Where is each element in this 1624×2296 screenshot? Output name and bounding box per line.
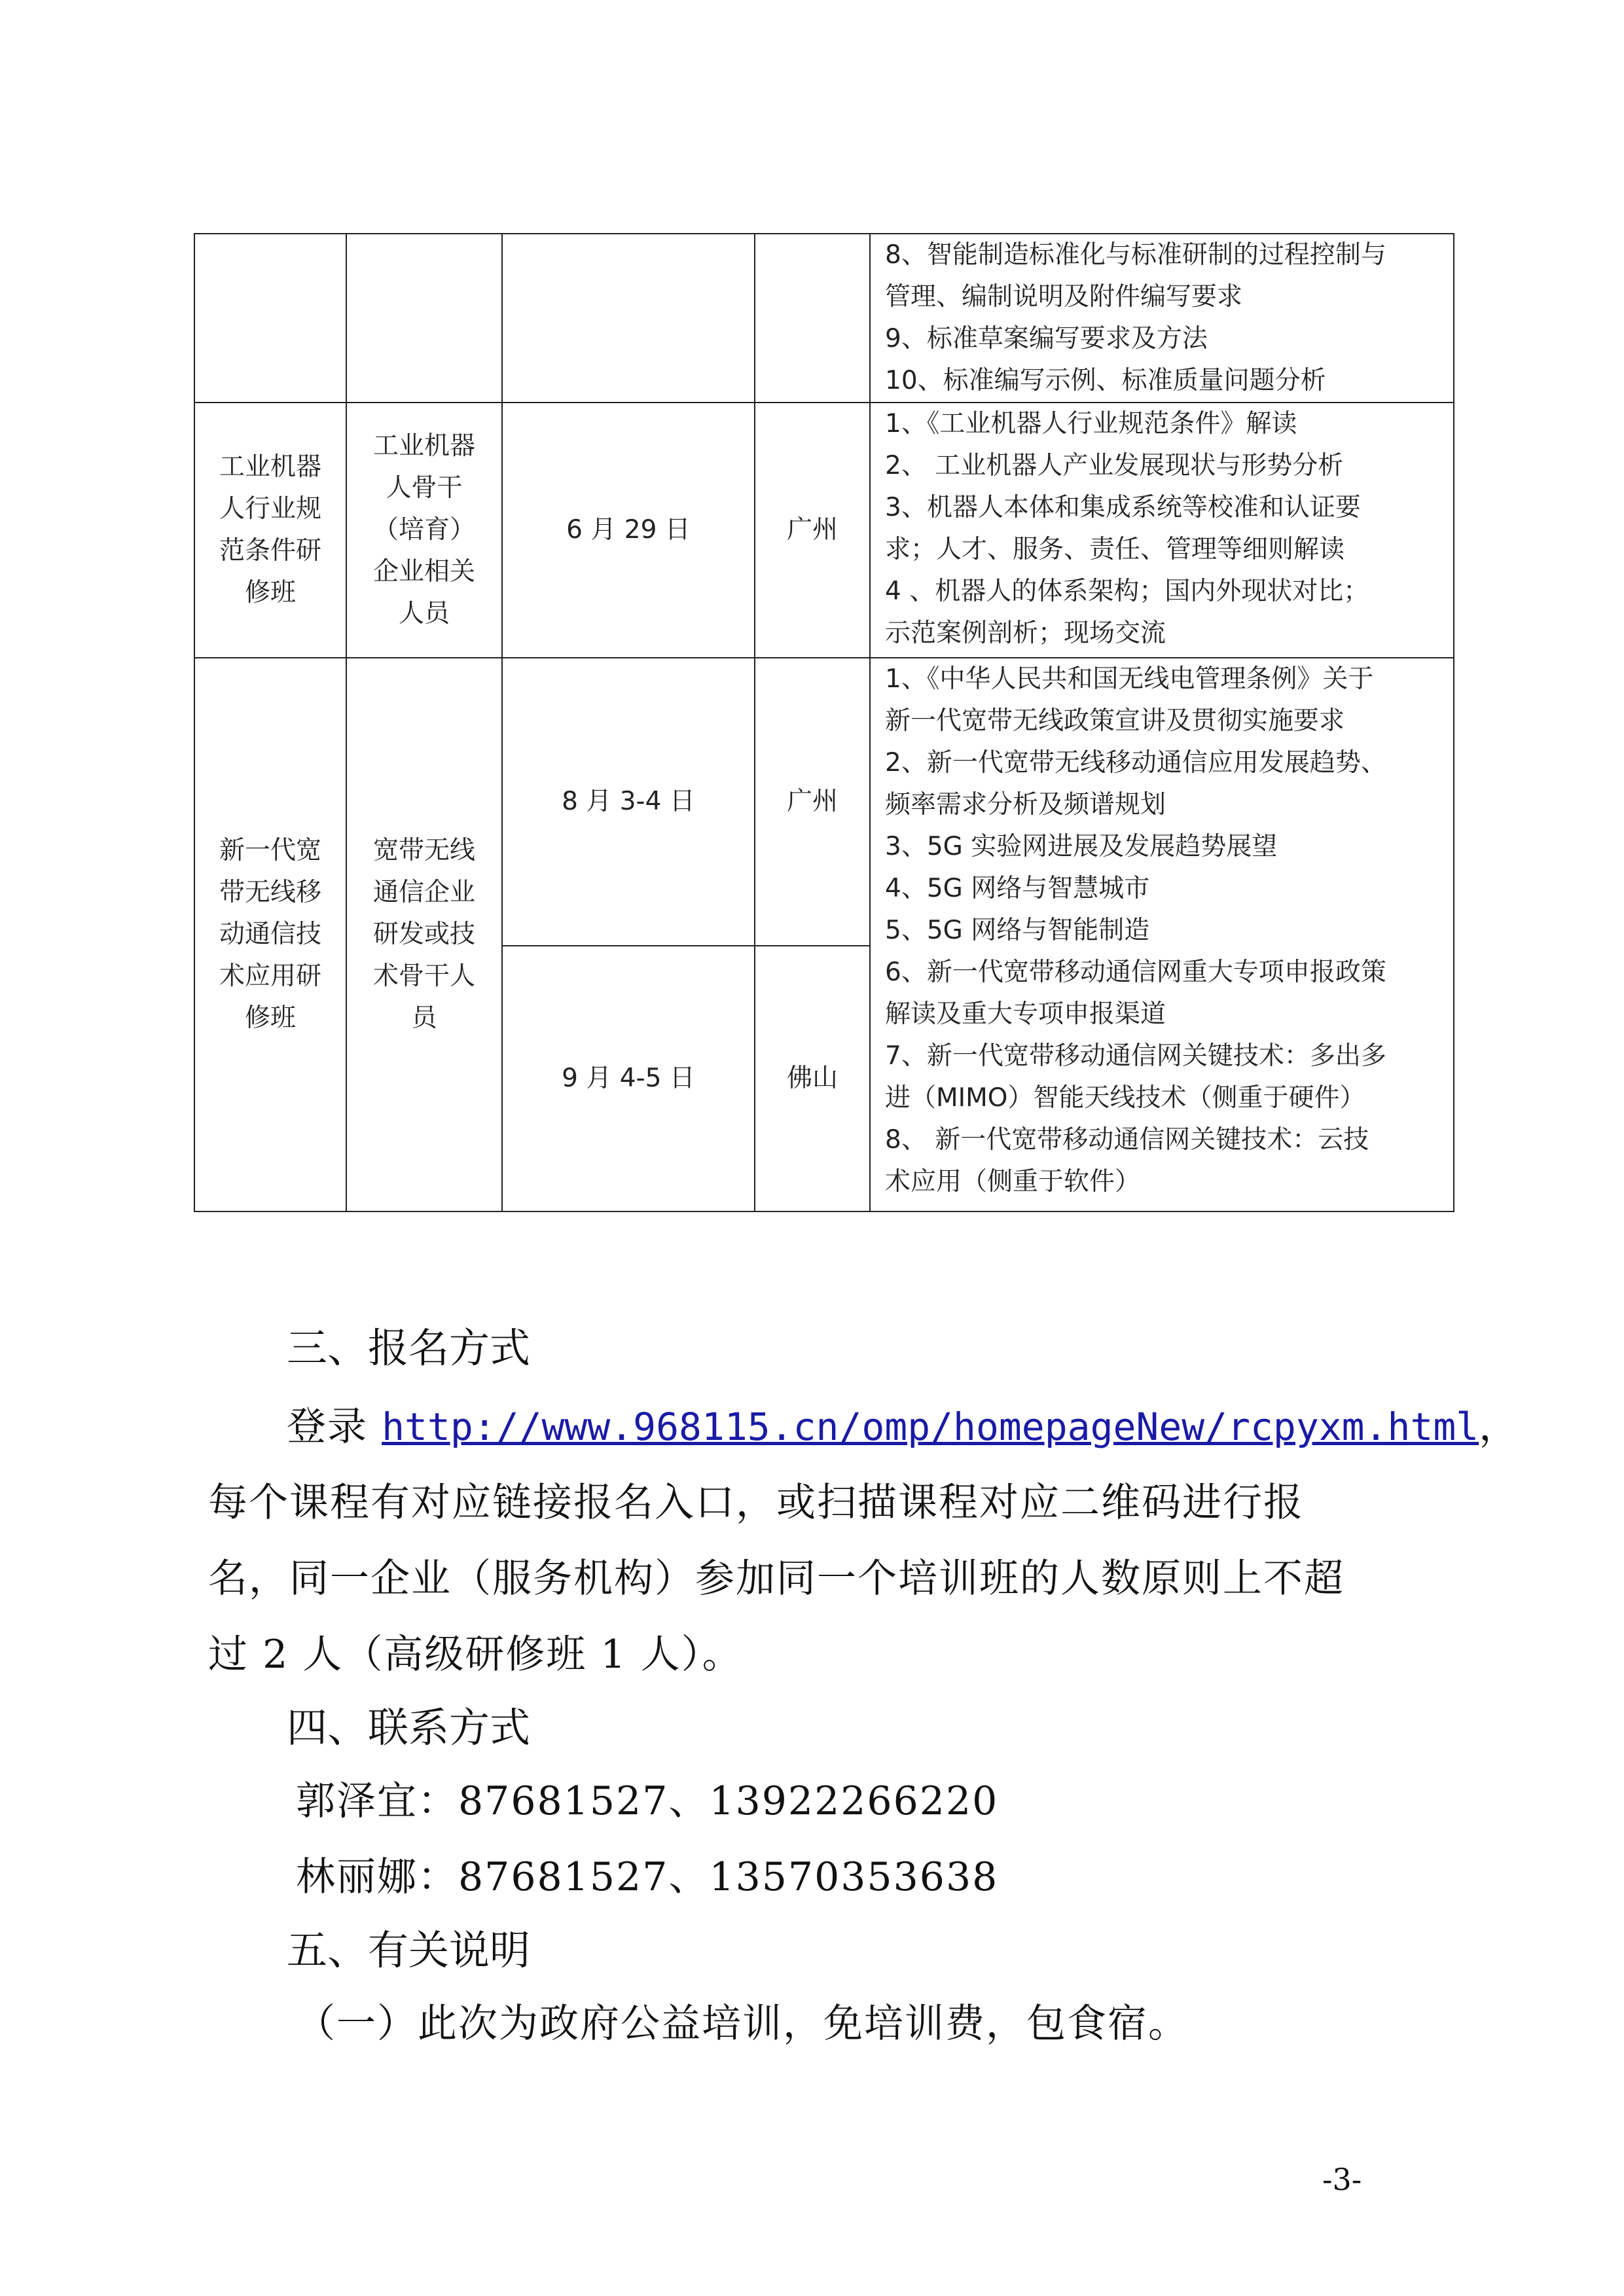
contact-line: 林丽娜：87681527、13570353638 — [296, 1854, 999, 1900]
table-cell-target — [346, 403, 502, 658]
course-name-line: 动通信技 — [219, 920, 321, 949]
registration-text-line: 名，同一企业（服务机构）参加同一个培训班的人数原则上不超 — [208, 1556, 1344, 1602]
table-cell-content — [870, 403, 1454, 658]
content-line: 4、5G 网络与智慧城市 — [885, 874, 1150, 903]
course-table — [194, 233, 1454, 1212]
contact-line: 郭泽宜：87681527、13922266220 — [296, 1778, 999, 1824]
login-prefix: 登录 — [287, 1404, 382, 1450]
content-line: 求；人才、服务、责任、管理等细则解读 — [885, 535, 1345, 564]
table-cell-date — [502, 234, 755, 403]
table-cell-course-name — [194, 403, 346, 658]
content-line: 10、标准编写示例、标准质量问题分析 — [885, 366, 1326, 395]
table-cell-content — [870, 658, 1454, 1211]
registration-link[interactable]: http://www.968115.cn/omp/homepageNew/rcpyxm.html — [382, 1405, 1479, 1449]
content-line: 3、5G 实验网进展及发展趋势展望 — [885, 832, 1278, 861]
table-row — [194, 234, 1454, 403]
table-cell-date: 9 月 4-5 日 — [502, 946, 755, 1211]
course-name-line: 带无线移 — [219, 878, 321, 907]
content-line: 3、机器人本体和集成系统等校准和认证要 — [885, 493, 1361, 522]
content-line: 管理、编制说明及附件编写要求 — [885, 282, 1243, 312]
table-row — [194, 658, 1454, 946]
content-line: 解读及重大专项申报渠道 — [885, 999, 1166, 1029]
registration-text-line: 过 2 人（高级研修班 1 人）。 — [208, 1632, 743, 1677]
table-cell-content — [870, 234, 1454, 403]
target-line: 企业相关 — [372, 557, 475, 586]
table-cell-date: 8 月 3-4 日 — [502, 658, 755, 946]
target-line: 人员 — [398, 599, 450, 628]
table-cell-target — [346, 234, 502, 403]
course-name-line: 工业机器 — [219, 452, 321, 482]
content-line: 8、 新一代宽带移动通信网关键技术：云技 — [885, 1125, 1369, 1155]
content-line: 频率需求分析及频谱规划 — [885, 790, 1166, 819]
table-cell-date: 6 月 29 日 — [502, 403, 755, 658]
table-cell-place: 广州 — [755, 403, 870, 658]
course-name-line: 修班 — [244, 1003, 296, 1033]
login-suffix: ， — [1479, 1404, 1520, 1450]
target-line: （培育） — [372, 515, 475, 545]
target-line: 员 — [411, 1003, 437, 1033]
course-name-line: 术应用研 — [219, 961, 321, 991]
content-line: 2、 工业机器人产业发展现状与形势分析 — [885, 451, 1344, 480]
table-cell-place — [755, 234, 870, 403]
content-line: 4 、机器人的体系架构；国内外现状对比； — [885, 577, 1369, 606]
target-line: 通信企业 — [372, 878, 475, 907]
section-heading-contact: 四、联系方式 — [287, 1704, 531, 1751]
target-line: 术骨干人 — [372, 961, 475, 991]
section-heading-registration: 三、报名方式 — [287, 1324, 531, 1372]
content-line: 7、新一代宽带移动通信网关键技术：多出多 — [885, 1041, 1386, 1071]
content-line: 术应用（侧重于软件） — [885, 1167, 1141, 1196]
content-line: 2、新一代宽带无线移动通信应用发展趋势、 — [885, 748, 1386, 778]
table-cell-course-name — [194, 658, 346, 1211]
section-heading-notes: 五、有关说明 — [287, 1926, 531, 1974]
table-cell-course-name — [194, 234, 346, 403]
page-number: -3- — [1322, 2162, 1362, 2197]
content-line: 1、《工业机器人行业规范条件》解读 — [885, 409, 1297, 439]
target-line: 研发或技 — [372, 920, 475, 949]
registration-login-line — [287, 1401, 1519, 1453]
course-name-line: 新一代宽 — [219, 836, 321, 865]
notes-item: （一）此次为政府公益培训，免培训费，包食宿。 — [296, 2001, 1189, 2047]
table-row — [194, 403, 1454, 658]
course-name-line: 修班 — [244, 578, 296, 607]
table-cell-place: 佛山 — [755, 946, 870, 1211]
content-line: 8、智能制造标准化与标准研制的过程控制与 — [885, 240, 1386, 270]
content-line: 6、新一代宽带移动通信网重大专项申报政策 — [885, 958, 1386, 987]
table-cell-place: 广州 — [755, 658, 870, 946]
target-line: 人骨干 — [386, 473, 463, 503]
target-line: 工业机器 — [372, 431, 475, 461]
content-line: 示范案例剖析；现场交流 — [885, 619, 1166, 648]
content-line: 1、《中华人民共和国无线电管理条例》关于 — [885, 664, 1374, 694]
course-name-line: 人行业规 — [219, 494, 321, 524]
course-name-line: 范条件研 — [219, 536, 321, 565]
registration-text-line: 每个课程有对应链接报名入口，或扫描课程对应二维码进行报 — [208, 1480, 1304, 1526]
content-line: 9、标准草案编写要求及方法 — [885, 324, 1208, 353]
content-line: 进（MIMO）智能天线技术（侧重于硬件） — [885, 1083, 1365, 1113]
content-line: 新一代宽带无线政策宣讲及贯彻实施要求 — [885, 706, 1345, 736]
content-line: 5、5G 网络与智能制造 — [885, 916, 1150, 945]
target-line: 宽带无线 — [372, 836, 475, 865]
table-cell-target — [346, 658, 502, 1211]
